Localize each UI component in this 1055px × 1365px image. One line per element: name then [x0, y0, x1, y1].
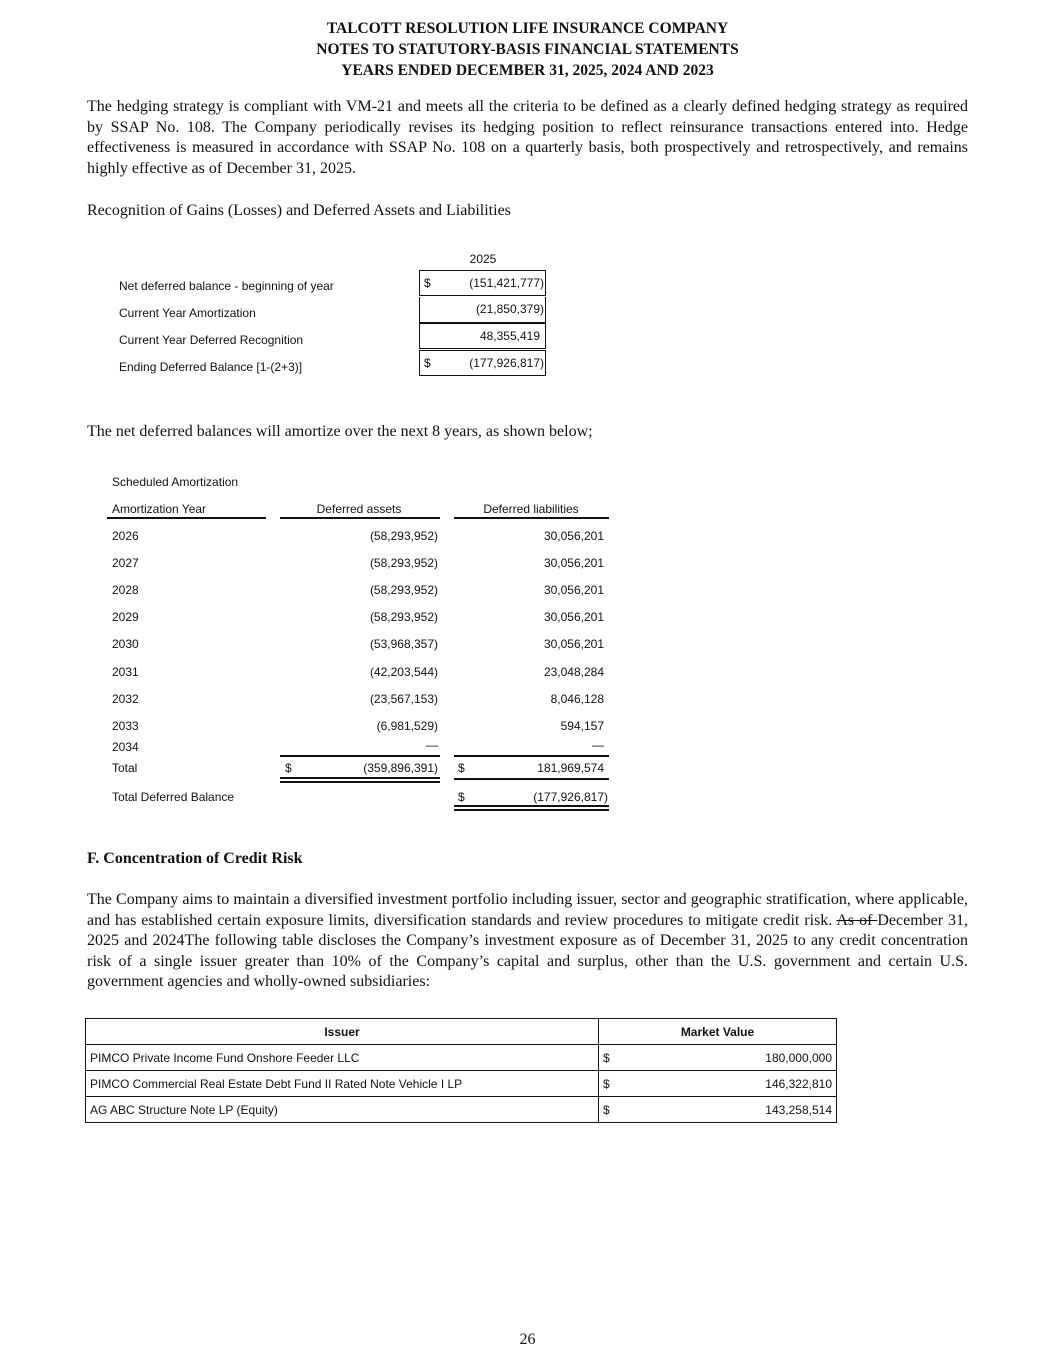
deferred-liabilities-value: 8,046,128	[550, 692, 604, 706]
amortization-year: 2031	[112, 665, 139, 679]
amortization-year: 2027	[112, 556, 139, 570]
amortization-year: 2028	[112, 583, 139, 597]
column-header-issuer: Issuer	[86, 1019, 599, 1045]
amount: (21,850,379)	[475, 302, 544, 316]
total-deferred-liabilities: 181,969,574	[537, 761, 604, 775]
double-rule	[280, 777, 440, 783]
amortization-caption: Scheduled Amortization	[112, 475, 239, 489]
currency-symbol: $	[424, 356, 431, 370]
market-value: 143,258,514	[765, 1103, 832, 1117]
market-value-cell	[599, 1097, 837, 1123]
recognition-row-label: Net deferred balance - beginning of year	[119, 279, 334, 293]
deferred-liabilities-value: 30,056,201	[543, 529, 604, 543]
amortization-year: 2026	[112, 529, 139, 543]
deferred-assets-value: (58,293,952)	[369, 583, 438, 597]
amortize-sentence: The net deferred balances will amortize over the next 8 years, as shown below;	[87, 423, 593, 440]
amortization-year: 2030	[112, 637, 139, 651]
currency-symbol: $	[424, 276, 431, 290]
section-heading: F. Concentration of Credit Risk	[87, 850, 303, 867]
recognition-row-value	[419, 323, 546, 349]
deferred-liabilities-value: 23,048,284	[543, 665, 604, 679]
recognition-row-value	[419, 350, 546, 376]
double-rule	[454, 805, 609, 811]
deferred-liabilities-value: 30,056,201	[543, 637, 604, 651]
amount: (151,421,777)	[469, 276, 544, 290]
page-number: 26	[519, 1331, 536, 1348]
recognition-row-value	[419, 297, 546, 323]
deferred-assets-value: (58,293,952)	[369, 556, 438, 570]
document-header	[0, 18, 1055, 81]
deferred-assets-value: (23,567,153)	[369, 692, 438, 706]
currency-symbol: $	[458, 761, 465, 775]
market-value: 146,322,810	[765, 1077, 832, 1091]
deferred-assets-value: (6,981,529)	[376, 719, 438, 733]
company-name: TALCOTT RESOLUTION LIFE INSURANCE COMPANY	[326, 20, 729, 37]
deferred-liabilities-value: 30,056,201	[543, 583, 604, 597]
total-deferred-balance-value: (177,926,817)	[533, 790, 608, 804]
deferred-assets-value: (53,968,357)	[369, 637, 438, 651]
deferred-assets-value: —	[426, 738, 438, 752]
statement-title: NOTES TO STATUTORY-BASIS FINANCIAL STATEMENTS	[316, 41, 739, 58]
table-row	[86, 1097, 837, 1123]
deferred-liabilities-value: —	[592, 738, 604, 752]
total-underline	[454, 778, 609, 780]
deferred-assets-value: (58,293,952)	[369, 610, 438, 624]
deferred-liabilities-value: 594,157	[560, 719, 604, 733]
paragraph-text: December 31, 2025 and 2024The following table discloses the Company’s investment exposure as of December 31, 2025 to any credit concentration risk of a single issuer greater than 10% of the Company’s capital and surplus, other than the U.S. government and certain U.S. government agencies and wholly-owned subsidiaries:	[87, 911, 969, 990]
currency-symbol: $	[603, 1103, 610, 1117]
amount: 48,355,419	[479, 329, 540, 343]
header-rule	[280, 517, 440, 519]
recognition-row-value	[419, 270, 546, 296]
currency-symbol: $	[458, 790, 465, 804]
amortization-year: 2034	[112, 740, 139, 754]
total-deferred-balance-label: Total Deferred Balance	[112, 790, 235, 804]
paragraph-text: The Company aims to maintain a diversified investment portfolio including issuer, sector and geographic stratification, where applicable, and has established certain exposure limits, diversification standards and review procedures to mitigate credit risk.	[87, 891, 968, 929]
market-value: 180,000,000	[765, 1051, 832, 1065]
table-row	[86, 1045, 837, 1071]
currency-symbol: $	[603, 1077, 610, 1091]
deferred-assets-value: (42,203,544)	[369, 665, 438, 679]
deferred-liabilities-value: 30,056,201	[543, 556, 604, 570]
struck-text: As of	[836, 911, 878, 929]
table-row	[86, 1071, 837, 1097]
header-rule	[107, 517, 266, 519]
total-rule	[454, 755, 609, 757]
total-rule	[280, 755, 440, 757]
column-header-assets: Deferred assets	[316, 502, 402, 516]
issuer-table	[85, 1018, 837, 1123]
column-header-market-value: Market Value	[599, 1019, 837, 1045]
recognition-row-label: Ending Deferred Balance [1-(2+3)]	[119, 360, 303, 374]
currency-symbol: $	[285, 761, 292, 775]
header-rule	[454, 517, 609, 519]
issuer-name: PIMCO Commercial Real Estate Debt Fund II Rated Note Vehicle I LP	[86, 1071, 599, 1097]
total-label: Total	[112, 761, 138, 775]
statement-period: YEARS ENDED DECEMBER 31, 2025, 2024 AND 2023	[341, 62, 714, 79]
amortization-year: 2029	[112, 610, 139, 624]
recognition-row-label: Current Year Deferred Recognition	[119, 333, 304, 347]
market-value-cell	[599, 1071, 837, 1097]
amortization-year: 2033	[112, 719, 139, 733]
deferred-assets-value: (58,293,952)	[369, 529, 438, 543]
recognition-row-label: Current Year Amortization	[119, 306, 256, 320]
total-deferred-assets: (359,896,391)	[363, 761, 438, 775]
recognition-heading: Recognition of Gains (Losses) and Deferred Assets and Liabilities	[87, 202, 511, 219]
amortization-year: 2032	[112, 692, 139, 706]
issuer-name: PIMCO Private Income Fund Onshore Feeder LLC	[86, 1045, 599, 1071]
deferred-liabilities-value: 30,056,201	[543, 610, 604, 624]
amount: (177,926,817)	[469, 356, 544, 370]
recognition-year-header: 2025	[469, 252, 497, 266]
market-value-cell	[599, 1045, 837, 1071]
hedging-paragraph: The hedging strategy is compliant with VM-21 and meets all the criteria to be defined as a clearly defined hedging strategy as required by SSAP No. 108. The Company periodically revises its hedging position to reflect reinsurance transactions entered into. Hedge effectiveness is measured in accordance with SSAP No. 108 on a quarterly basis, both prospectively and retrospectively, and remains highly effective as of December 31, 2025.	[87, 98, 968, 177]
credit-risk-paragraph	[87, 890, 968, 993]
column-header-year: Amortization Year	[112, 502, 207, 516]
issuer-name: AG ABC Structure Note LP (Equity)	[86, 1097, 599, 1123]
currency-symbol: $	[603, 1051, 610, 1065]
column-header-liabilities: Deferred liabilities	[483, 502, 579, 516]
